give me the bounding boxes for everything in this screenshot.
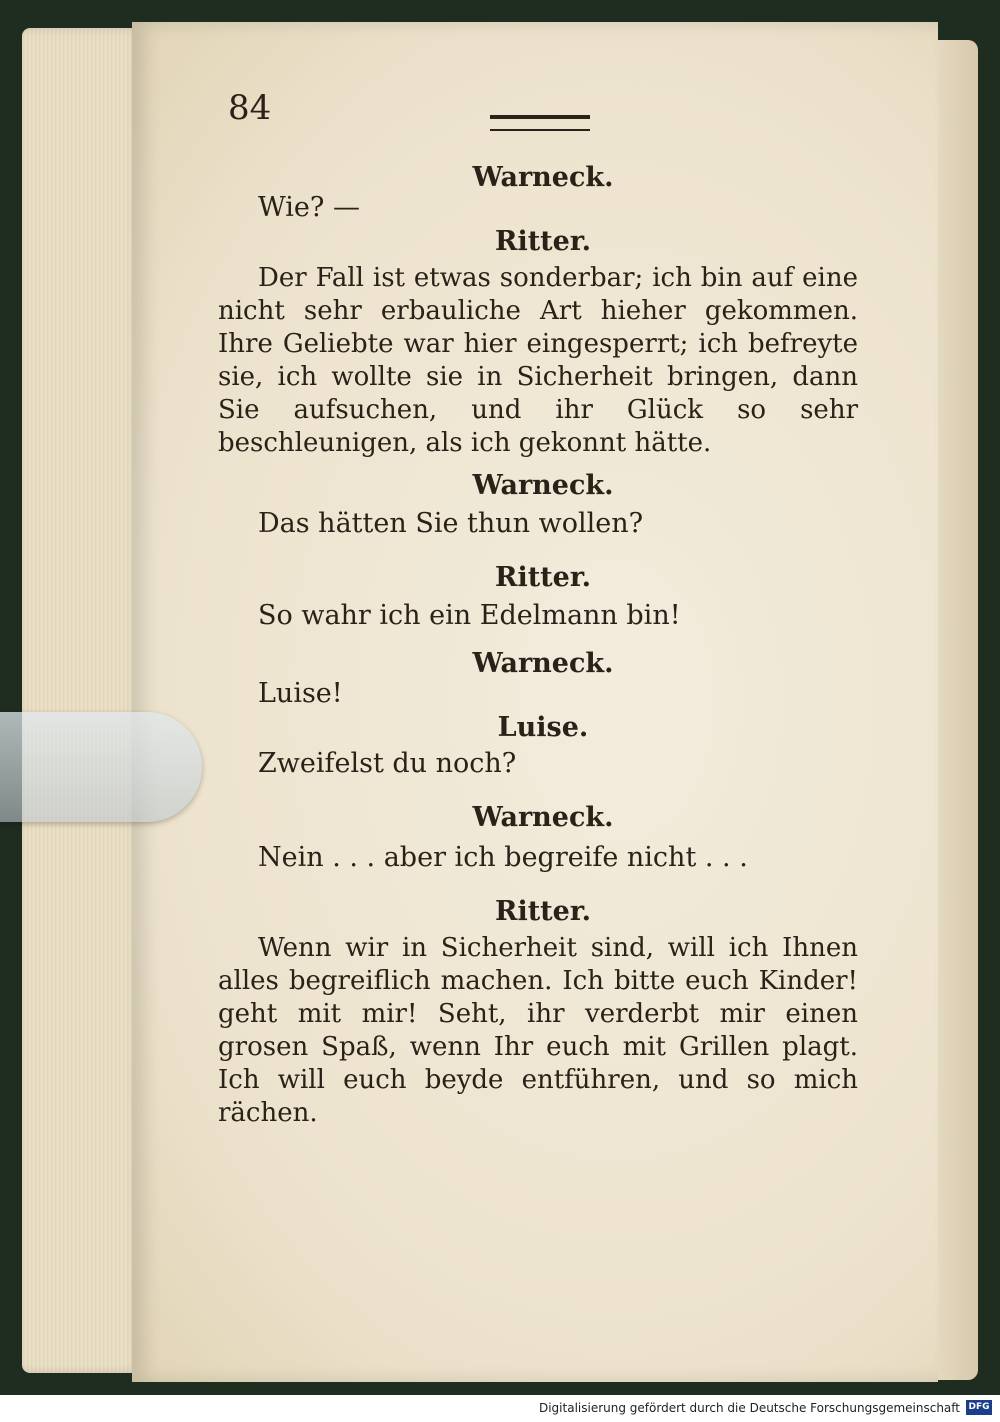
bookmark-clip [0,712,202,822]
speaker-label: Warneck. [472,648,614,679]
page-edges [22,28,142,1373]
speaker-label: Luise. [497,712,589,743]
speaker-label: Warneck. [472,470,614,501]
dialogue-line: So wahr ich ein Edelmann bin! [258,600,681,631]
dialogue-line: Das hätten Sie thun wollen? [258,508,644,539]
footer-bar [0,1395,1000,1422]
speaker-label: Ritter. [495,226,591,257]
dialogue-line: Zweifelst du noch? [258,748,517,779]
speaker-label: Warneck. [472,802,614,833]
dialogue-line: Luise! [258,678,343,709]
speaker-label: Warneck. [472,162,614,193]
speaker-label: Ritter. [495,896,591,927]
speaker-label: Ritter. [495,562,591,593]
header-rule [490,115,590,131]
dialogue-line: Nein . . . aber ich begreife nicht . . . [258,842,748,873]
dfg-logo-icon: DFG [966,1400,992,1415]
dialogue-line: Wie? — [258,192,360,223]
page-number: 84 [228,88,272,128]
funding-credit: Digitalisierung gefördert durch die Deutsche Forschungsgemeinschaft [538,1401,960,1415]
dialogue-paragraph: Der Fall ist etwas sonderbar; ich bin auf eine nicht sehr erbauliche Art hieher gekommen. Ihre Geliebte war hier eingesperrt; ich befreyte sie, ich wollte sie in Sicherheit bringen, dann Sie aufsuchen, und ihr Glück so sehr beschleunigen, als ich gekonnt hätte. [218,263,858,458]
dialogue-paragraph: Wenn wir in Sicherheit sind, will ich Ihnen alles begreiflich machen. Ich bitte euch Kinder! geht mit mir! Seht, ihr verderbt mir einen grosen Spaß, wenn Ihr euch mit Grillen plagt. Ich will euch beyde entführen, und so mich rächen. [218,933,858,1128]
